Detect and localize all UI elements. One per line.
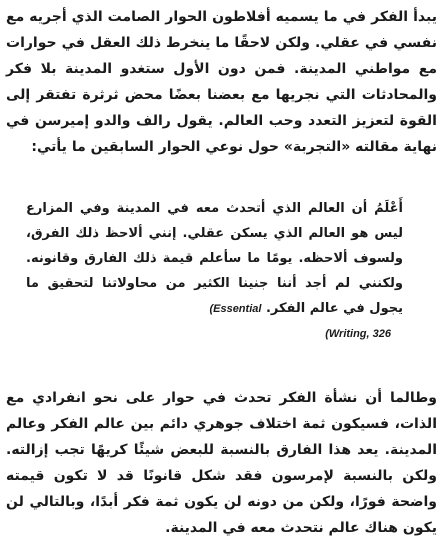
spacer — [6, 186, 437, 196]
paragraph-conclusion: وطالما أن نشأة الفكر تحدث في حوار على نحو انفرادي مع الذات، فسيكون ثمة اختلاف جوهري دائم بين عالم الفكر وعالم المدينة. يعد هذا الفارق بالنسبة للبعض شيئًا كريهًا تجب إزالته. ولكن بالنسبة لإمرسون فقد شكل قانونًا قد لا تكون قيمته واضحة فورًا، ولكن من دونه لن يكون ثمة فكر أبدًا، وبالتالي لن يكون هناك عالم نتحدث معه في المدينة. — [6, 390, 437, 536]
quote-citation-part-2: (Writing, 326 — [325, 328, 391, 340]
spacer — [6, 347, 437, 385]
paragraph-intro: يبدأ الفكر في ما يسميه أفلاطون الحوار الصامت الذي أجريه مع نفسي في عقلي. ولكن لاحقًا ما ينخرط ذلك العقل في حوارات مع مواطني المدينة. فمن دون الأول ستغدو المدينة بلا فكر والمحادثات التي نجريها مع بعضنا بعضًا محض ثرثرة تفتقر إلى القوة لتعزيز التعدد وحب العالم. يقول رالف والدو إميرسن في نهاية مقالته «التجربة» حول نوعي الحوار السابقين ما يأتي: — [6, 9, 437, 155]
block-quote-text: أَعْلَمُ أن العالم الذي أتحدث معه في المدينة وفي المزارع ليس هو العالم الذي يسكن عقلي. إنني ألاحظ ذلك الفرق، ولسوف ألاحظه. يومًا ما سأعلم قيمة ذلك الفارق وقانونه. ولكنني لم أجد أننا جنينا الكثير من محاولاتنا لتحقيق ما يجول في عالم الفكر. — [26, 201, 403, 316]
quote-citation-part-1: (Essential — [209, 303, 262, 315]
block-quote — [6, 196, 437, 347]
